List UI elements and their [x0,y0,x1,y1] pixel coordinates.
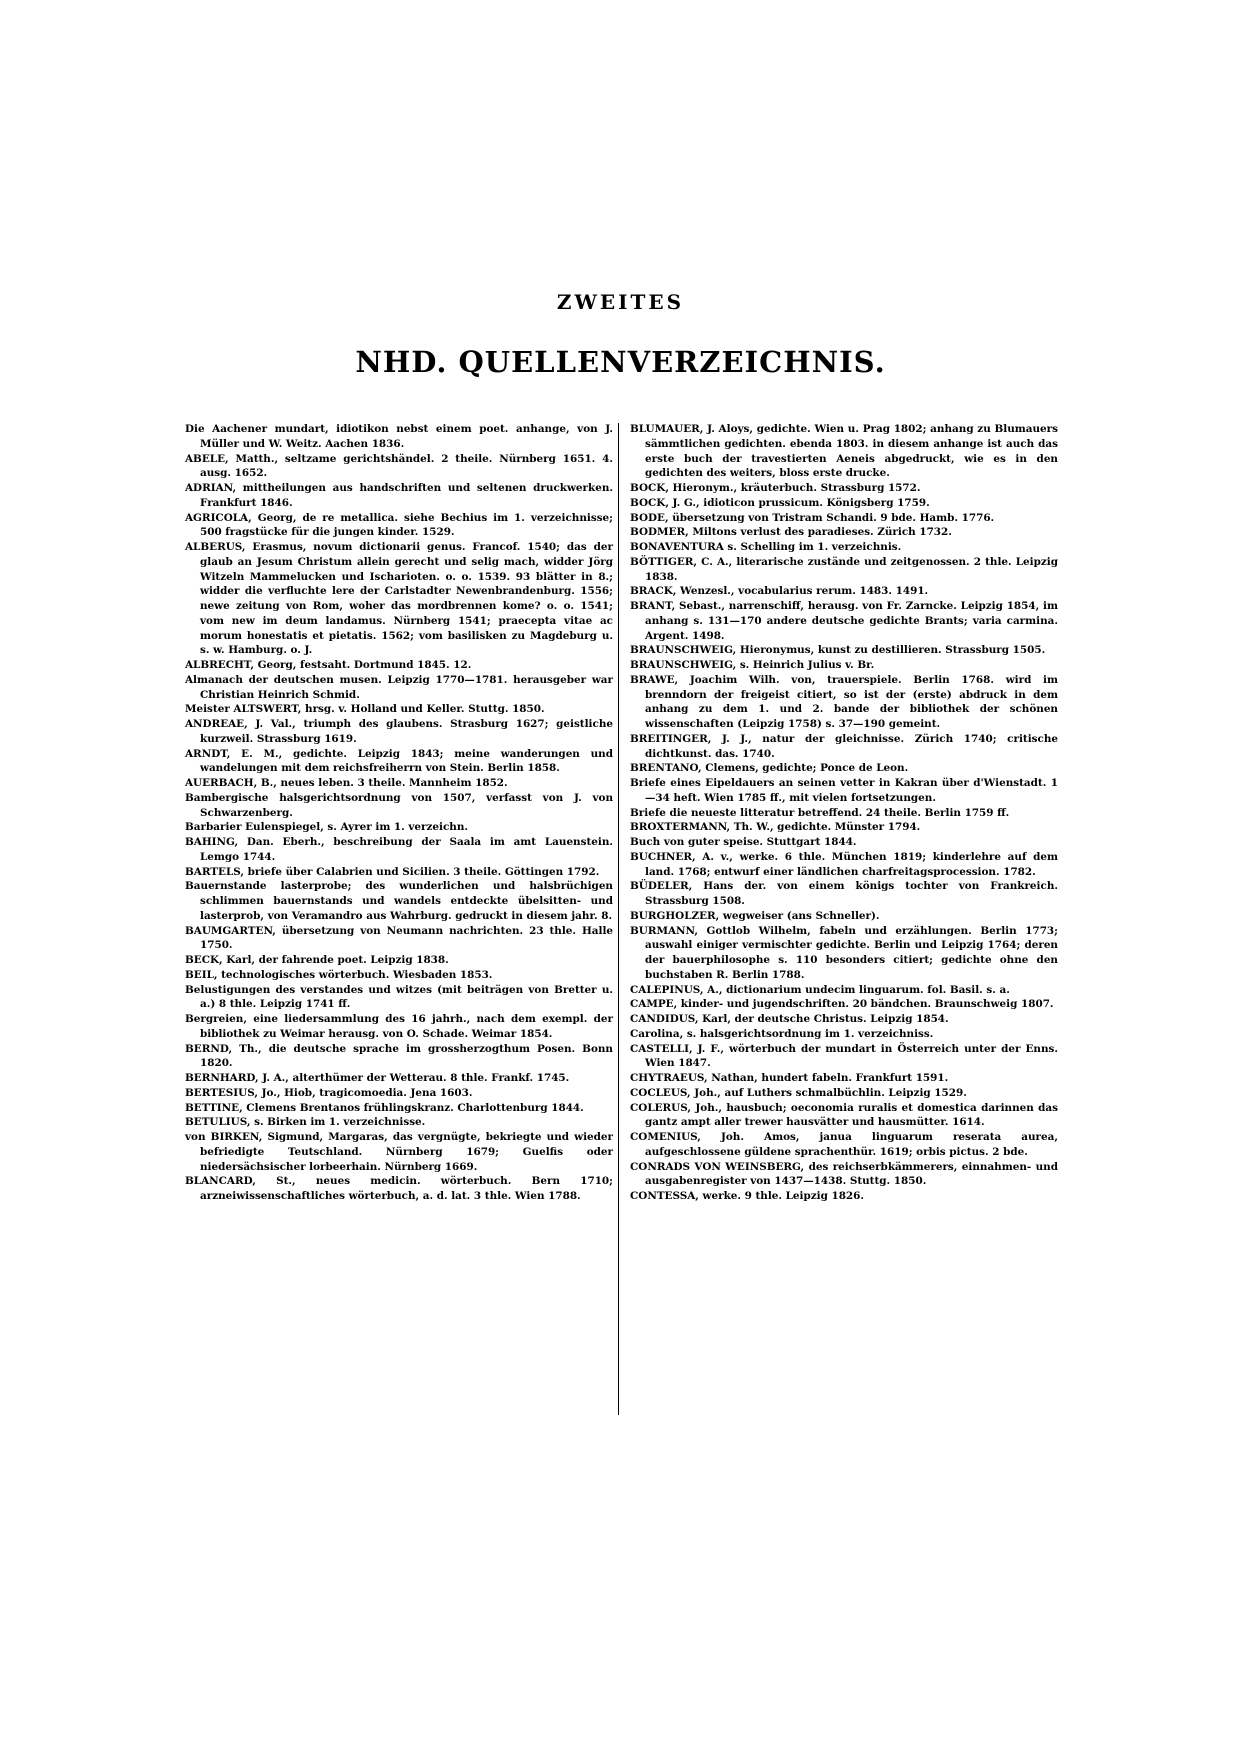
bibliography-entry: BLUMAUER, J. Aloys, gedichte. Wien u. Prag 1802; anhang zu Blumauers sämmtlichen gedichten. ebenda 1803. in diesem anhange ist auch das erste buch der travestierten Aeneis abgedruckt, wie es in den gedichten des weiters, bloss erste drucke. [630,423,1058,480]
bibliography-entry: von BIRKEN, Sigmund, Margaras, das vergnügte, bekriegte und wieder befriedigte Teutschland. Nürnberg 1679; Guelfis oder niedersächsischer lorbeerhain. Nürnberg 1669. [185,1131,613,1173]
bibliography-entry: BLANCARD, St., neues medicin. wörterbuch. Bern 1710; arzneiwissenschaftliches wörterbuch, a. d. lat. 3 thle. Wien 1788. [185,1175,613,1202]
bibliography-entry: BÜDELER, Hans der. von einem königs tochter von Frankreich. Strassburg 1508. [630,880,1058,907]
bibliography-entry: BAUMGARTEN, übersetzung von Neumann nachrichten. 23 thle. Halle 1750. [185,924,613,952]
bibliography-entry: CALEPINUS, A., dictionarium undecim linguarum. fol. Basil. s. a. [630,983,1010,996]
column-divider [618,423,619,1415]
bibliography-entry: ARNDT, E. M., gedichte. Leipzig 1843; meine wanderungen und wandelungen mit dem reichsfreiherrn von Stein. Berlin 1858. [185,747,613,775]
bibliography-entry: Meister ALTSWERT, hrsg. v. Holland und Keller. Stuttg. 1850. [185,703,545,716]
bibliography-entry: Barbarier Eulenspiegel, s. Ayrer im 1. verzeichn. [185,821,469,834]
bibliography-entry: BAHING, Dan. Eberh., beschreibung der Saala im amt Lauenstein. Lemgo 1744. [185,836,613,863]
bibliography-entry: BERTESIUS, Jo., Hiob, tragicomoedia. Jena 1603. [185,1086,473,1099]
bibliography-entry: BREITINGER, J. J., natur der gleichnisse. Zürich 1740; critische dichtkunst. das. 1740. [630,732,1058,760]
bibliography-entry: BURGHOLZER, wegweiser (ans Schneller). [630,909,880,922]
bibliography-entry: Buch von guter speise. Stuttgart 1844. [630,836,857,848]
bibliography-entry: ADRIAN, mittheilungen aus handschriften und seltenen druckwerken. Frankfurt 1846. [185,482,613,509]
bibliography-entry: COMENIUS, Joh. Amos, janua linguarum reserata aurea, aufgeschlossene güldene sprachenthür. 1619; orbis pictus. 2 bde. [630,1131,1058,1158]
right-column [630,422,1058,1204]
bibliography-entry: BODE, übersetzung von Tristram Schandi. 9 bde. Hamb. 1776. [630,511,995,524]
bibliography-entry: BOCK, J. G., idioticon prussicum. Königsberg 1759. [630,496,930,509]
bibliography-entry: BROXTERMANN, Th. W., gedichte. Münster 1794. [630,821,921,834]
bibliography-entry: BETULIUS, s. Birken im 1. verzeichnisse. [185,1116,426,1129]
bibliography-entry: ALBRECHT, Georg, festsaht. Dortmund 1845. 12. [185,659,472,671]
bibliography-entry: BRAWE, Joachim Wilh. von, trauerspiele. Berlin 1768. wird im brenndorn der freigeist citiert, so ist der (erste) abdruck in dem anhang zu dem 1. und 2. bande der bibliothek der schönen wissenschaften (Leipzig 1758) s. 37—190 gemeint. [630,673,1058,730]
section-supertitle: ZWEITES [556,290,685,314]
bibliography-entry: Bambergische halsgerichtsordnung von 1507, verfasst von J. von Schwarzenberg. [185,791,613,819]
bibliography-entry: BARTELS, briefe über Calabrien und Sicilien. 3 theile. Göttingen 1792. [185,865,600,878]
bibliography-entry: ALBERUS, Erasmus, novum dictionarii genus. Francof. 1540; das der glaub an Jesum Christum allein gerecht und selig mach, widder Jörg Witzeln Mammelucken und Ischarioten. o. o. 1539. 93 blätter in 8.; widder die verfluchte lere der Carlstadter Newenbrandenburg. 1556; newe zeitung von Rom, woher das mordbrennen kome? o. o. 1541; vom new im deum landamus. Nürnberg 1541; praecepta vitae ac morum honestatis et pietatis. 1562; vom basilisken zu Magdeburg u. s. w. Hamburg. o. J. [185,541,613,657]
section-title: NHD. QUELLENVERZEICHNIS. [355,345,886,379]
bibliography-entry: CANDIDUS, Karl, der deutsche Christus. Leipzig 1854. [630,1013,949,1025]
bibliography-entry: Bauernstande lasterprobe; des wunderlichen und halsbrüchigen schlimmen bauernstands und wandels entdeckte übelsitten- und lasterprob, von Veramandro aus Wahrburg. gedruckt in diesem jahr. 8. [185,880,613,922]
bibliography-entry: ANDREAE, J. Val., triumph des glaubens. Strasburg 1627; geistliche kurzweil. Strassburg 1619. [185,718,613,745]
bibliography-entry: BONAVENTURA s. Schelling im 1. verzeichnis. [630,541,902,553]
bibliography-entry: BETTINE, Clemens Brentanos frühlingskranz. Charlottenburg 1844. [185,1101,584,1114]
bibliography-entry: BÖTTIGER, C. A., literarische zustände und zeitgenossen. 2 thle. Leipzig 1838. [630,555,1058,583]
bibliography-entry: Bergreien, eine liedersammlung des 16 jahrh., nach dem exempl. der bibliothek zu Weimar herausg. von O. Schade. Weimar 1854. [185,1013,613,1040]
bibliography-entry: CHYTRAEUS, Nathan, hundert fabeln. Frankfurt 1591. [630,1072,949,1084]
bibliography-entry: BOCK, Hieronym., kräuterbuch. Strassburg 1572. [630,482,921,494]
bibliography-entry: BUCHNER, A. v., werke. 6 thle. München 1819; kinderlehre auf dem land. 1768; entwurf einer ländlichen charfreitagsprocession. 1782. [630,850,1058,878]
bibliography-entry: BERND, Th., die deutsche sprache im grossherzogthum Posen. Bonn 1820. [185,1042,613,1070]
bibliography-entry: CAMPE, kinder- und jugendschriften. 20 bändchen. Braunschweig 1807. [630,998,1054,1011]
bibliography-entry: AGRICOLA, Georg, de re metallica. siehe Bechius im 1. verzeichnisse; 500 fragstücke für die jungen kinder. 1529. [185,511,613,539]
bibliography-entry: Almanach der deutschen musen. Leipzig 1770—1781. herausgeber war Christian Heinrich Schmid. [185,673,613,701]
bibliography-entry: Briefe die neueste litteratur betreffend. 24 theile. Berlin 1759 ff. [630,806,1010,819]
bibliography-entry: Die Aachener mundart, idiotikon nebst einem poet. anhange, von J. Müller und W. Weitz. Aachen 1836. [185,423,613,450]
bibliography-entry: CONTESSA, werke. 9 thle. Leipzig 1826. [630,1190,865,1202]
bibliography-entry: BRACK, Wenzesl., vocabularius rerum. 1483. 1491. [630,585,929,598]
bibliography-entry: CASTELLI, J. F., wörterbuch der mundart in Österreich unter der Enns. Wien 1847. [630,1042,1058,1070]
bibliography-entry: BECK, Karl, der fahrende poet. Leipzig 1838. [185,954,449,966]
bibliography-entry: AUERBACH, B., neues leben. 3 theile. Mannheim 1852. [185,777,508,789]
bibliography-entry: BRAUNSCHWEIG, s. Heinrich Julius v. Br. [630,659,875,671]
bibliography-entry: BEIL, technologisches wörterbuch. Wiesbaden 1853. [185,968,493,981]
bibliography-entry: Belustigungen des verstandes und witzes (mit beiträgen von Bretter u. a.) 8 thle. Leipzig 1741 ff. [185,983,613,1011]
bibliography-entry: BRAUNSCHWEIG, Hieronymus, kunst zu destillieren. Strassburg 1505. [630,644,1046,657]
bibliography-entry: Briefe eines Eipeldauers an seinen vetter in Kakran über d'Wienstadt. 1—34 heft. Wien 1785 ff., mit vielen fortsetzungen. [630,777,1058,804]
bibliography-entry: BRANT, Sebast., narrenschiff, herausg. von Fr. Zarncke. Leipzig 1854, im anhang s. 131—170 andere deutsche gedichte Brants; varia carmina. Argent. 1498. [630,600,1058,642]
bibliography-entry: ABELE, Matth., seltzame gerichtshändel. 2 theile. Nürnberg 1651. 4. ausg. 1652. [185,452,613,480]
bibliography-entry: BERNHARD, J. A., alterthümer der Wetterau. 8 thle. Frankf. 1745. [185,1072,570,1084]
bibliography-entry: BURMANN, Gottlob Wilhelm, fabeln und erzählungen. Berlin 1773; auswahl einiger vermischter gedichte. Berlin und Leipzig 1764; deren der bauerphilosophe s. 110 besonders citiert; gedichte ohne den buchstaben R. Berlin 1788. [630,924,1058,981]
bibliography-entry: CONRADS VON WEINSBERG, des reichserbkämmerers, einnahmen- und ausgabenregister von 1437—1438. Stuttg. 1850. [630,1160,1058,1188]
bibliography-entry: BRENTANO, Clemens, gedichte; Ponce de Leon. [630,762,909,775]
bibliography-entry: Carolina, s. halsgerichtsordnung im 1. verzeichniss. [630,1027,934,1040]
bibliography-entry: COLERUS, Joh., hausbuch; oeconomia ruralis et domestica darinnen das gantz ampt aller trewer hausvätter und hausmütter. 1614. [630,1101,1058,1129]
bibliography-entry: BODMER, Miltons verlust des paradieses. Zürich 1732. [630,526,952,539]
bibliography-entry: COCLEUS, Joh., auf Luthers schmalbüchlin. Leipzig 1529. [630,1086,967,1099]
left-column [185,422,613,1204]
